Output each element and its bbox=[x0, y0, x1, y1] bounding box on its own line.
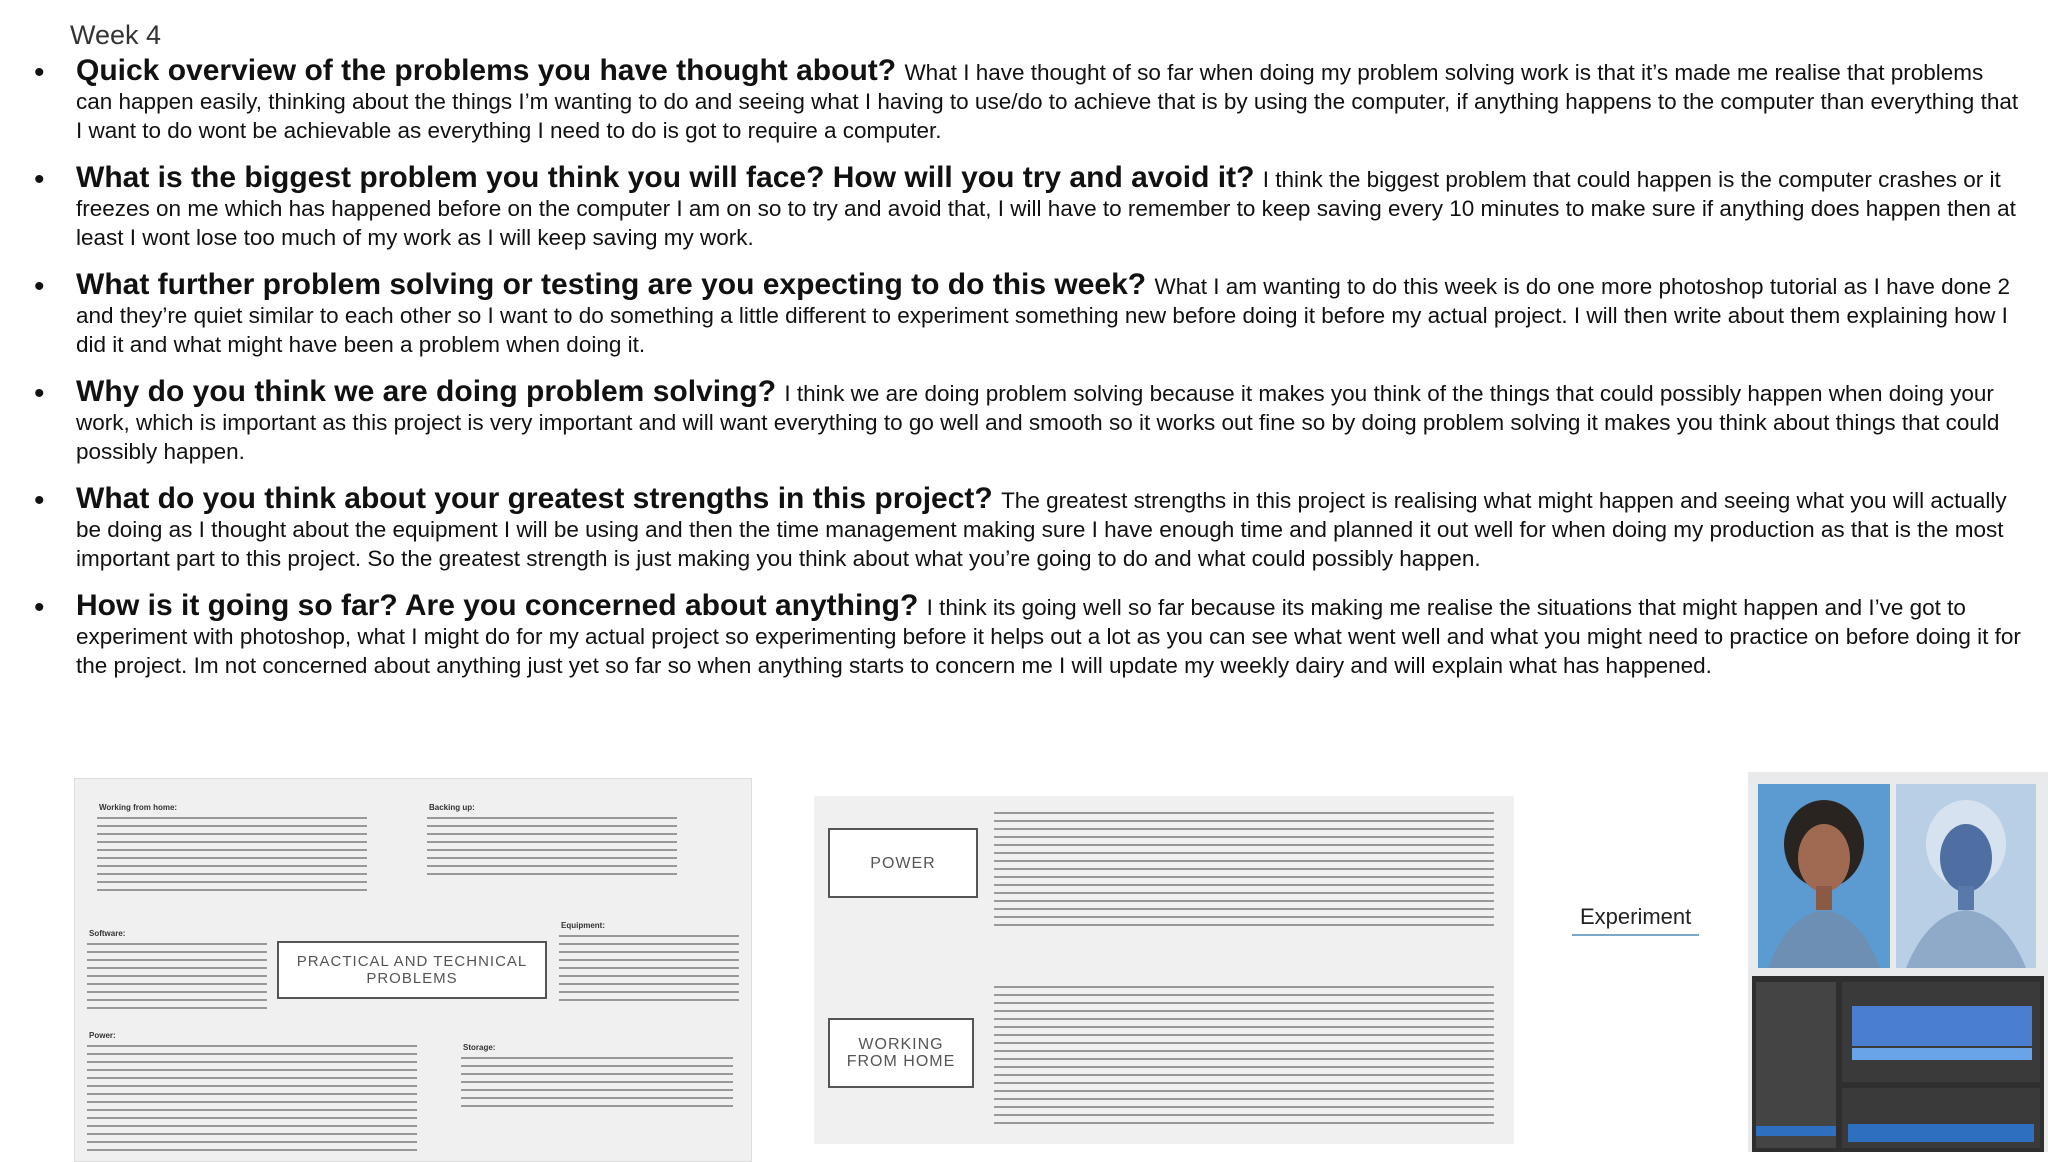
portrait-image bbox=[1758, 784, 1890, 968]
mindmap-text-block bbox=[87, 1045, 417, 1155]
question-list bbox=[34, 56, 2024, 698]
question-text: Quick overview of the problems you have thought about? bbox=[76, 54, 905, 87]
answer-text: I think the biggest problem that could happen is the computer crashes or it freezes on me which has happened before on the computer I am on so to try and avoid that, I will have to remember to keep saving every 10 minutes to make sure if anything does happen then at least I wont lose too much of my work as I will keep saving my work. bbox=[76, 167, 2016, 250]
question-text: What do you think about your greatest strengths in this project? bbox=[76, 482, 1002, 515]
list-item bbox=[34, 591, 2024, 680]
mindmap-text-block bbox=[559, 935, 739, 1007]
bullet-icon: • bbox=[34, 56, 45, 89]
mindmap-thumbnail bbox=[74, 778, 752, 1162]
power-box: POWER bbox=[828, 828, 978, 898]
bullet-icon: • bbox=[34, 163, 45, 196]
mindmap-center-box: PRACTICAL AND TECHNICAL PROBLEMS bbox=[277, 941, 547, 999]
bullet-icon: • bbox=[34, 270, 45, 303]
bullet-icon: • bbox=[34, 377, 45, 410]
mindmap-heading-equipment: Equipment: bbox=[561, 921, 605, 930]
portrait-photo-original bbox=[1758, 784, 1890, 968]
panel-text-block bbox=[994, 986, 1494, 1126]
question-text: Why do you think we are doing problem solving? bbox=[76, 375, 785, 408]
list-item bbox=[34, 484, 2024, 573]
photoshop-ui-image bbox=[1752, 976, 2044, 1152]
answer-text: What I have thought of so far when doing my problem solving work is that it’s made me realise that problems can happen easily, thinking about the things I’m wanting to do and seeing what I having to use/do to achieve that is by using the computer, if anything happens to the computer than everything that I want to do wont be achievable as everything I need to do is got to require a computer. bbox=[76, 60, 2019, 143]
mindmap-text-block bbox=[87, 943, 267, 1013]
list-item bbox=[34, 163, 2024, 252]
answer-text: What I am wanting to do this week is do one more photoshop tutorial as I have done 2 and they’re quiet similar to each other so I want to do something a little different to experiment something new before doing it before my actual project. I will then write about them explaining how I did it and what might have been a problem when doing it. bbox=[76, 274, 2010, 357]
problems-panel-thumbnail bbox=[814, 796, 1514, 1144]
portrait-inverted-image bbox=[1896, 784, 2036, 968]
portrait-photo-edited bbox=[1896, 784, 2036, 968]
list-item bbox=[34, 270, 2024, 359]
question-text: How is it going so far? Are you concerned about anything? bbox=[76, 589, 927, 622]
question-text: What further problem solving or testing are you expecting to do this week? bbox=[76, 268, 1155, 301]
answer-text: I think its going well so far because its making me realise the situations that might happen and I’ve got to experiment with photoshop, what I might do for my actual project so experimenting before it helps out a lot as you can see what went well and what you might need to practice on before doing it for the project. Im not concerned about anything just yet so far so when anything starts to concern me I will update my weekly dairy and will explain what has happened. bbox=[76, 595, 2021, 678]
list-item bbox=[34, 56, 2024, 145]
experiment-label: Experiment bbox=[1572, 904, 1699, 936]
bullet-icon: • bbox=[34, 484, 45, 517]
bullet-icon: • bbox=[34, 591, 45, 624]
experiment-thumbnail bbox=[1748, 772, 2048, 1152]
working-from-home-box: WORKING FROM HOME bbox=[828, 1018, 974, 1088]
panel-text-block bbox=[994, 812, 1494, 932]
answer-text: The greatest strengths in this project is realising what might happen and seeing what you will actually be doing as I thought about the equipment I will be using and then the time management making sure I have enough time and planned it out well for when doing my production as that is the most important part to this project. So the greatest strength is just making you think about what you’re going to do and what could possibly happen. bbox=[76, 488, 2007, 571]
mindmap-heading-working-from-home: Working from home: bbox=[99, 803, 178, 812]
week-label: Week 4 bbox=[70, 20, 162, 50]
photoshop-panels-screenshot bbox=[1752, 976, 2044, 1152]
mindmap-heading-software: Software: bbox=[89, 929, 126, 938]
mindmap-heading-storage: Storage: bbox=[463, 1043, 496, 1052]
question-text: What is the biggest problem you think you will face? How will you try and avoid it? bbox=[76, 161, 1263, 194]
mindmap-heading-backing-up: Backing up: bbox=[429, 803, 475, 812]
mindmap-text-block bbox=[97, 817, 367, 895]
mindmap-text-block bbox=[461, 1057, 733, 1111]
list-item bbox=[34, 377, 2024, 466]
answer-text: I think we are doing problem solving because it makes you think of the things that could possibly happen when doing your work, which is important as this project is very important and will want everything to go well and smooth so it works out fine so by doing problem solving it makes you think about things that could possibly happen. bbox=[76, 381, 2000, 464]
mindmap-text-block bbox=[427, 817, 677, 881]
mindmap-heading-power: Power: bbox=[89, 1031, 116, 1040]
